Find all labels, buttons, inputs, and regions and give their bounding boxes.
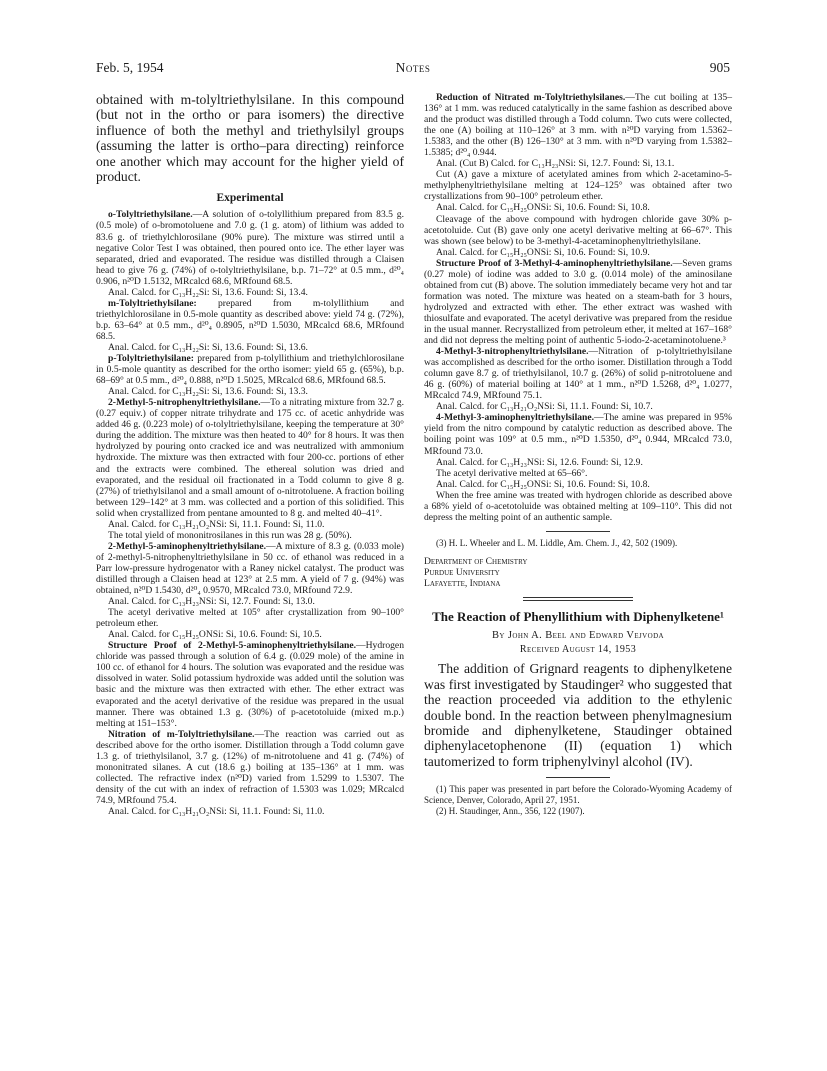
paragraph-text: —A mixture of 8.3 g. (0.033 mole) of 2-methyl-5-nitrophenyltriethylsilane in 50 cc. of ethanol was reduced in a Parr low-pressure hydrogenator with a Raney nickel catalyst. The product was distilled through a Claisen head at 123° at 2.5 mm. A yield of 7 g. (94%) was obtained, n²⁰D 1.5430, d²⁰₄ 0.9570, MRcalcd 73.0, MRfound 72.9. bbox=[96, 540, 404, 597]
analysis-line: Anal. (Cut B) Calcd. for C₁₃H₂₃NSi: Si, 12.7. Found: Si, 13.1. bbox=[436, 158, 675, 170]
analysis-line: Anal. Calcd. for C₁₅H₂₅ONSi: Si, 10.6. Found: Si, 10.9. bbox=[436, 246, 650, 258]
analysis-line: Anal. Calcd. for C₁₃H₂₁O₂NSi: Si, 11.1. Found: Si, 10.7. bbox=[436, 401, 653, 413]
paragraph-title: p-Tolyltriethylsilane: bbox=[108, 353, 194, 365]
affiliation-location: Lafayette, Indiana bbox=[424, 578, 501, 590]
page-header bbox=[96, 60, 730, 78]
paragraph-text: —Seven grams (0.27 mole) of iodine was added to 3.0 g. (0.014 mole) of the aminosilane obtained from cut (B) above. The solution immediately became very hot and tar formation was noted. The mixture was heated on a steam-bath for 3 hours, hydrolyzed and extracted with ether. The ether extract was washed with thiosulfate and evaporated. The acetyl derivative was prepared from the residue in the usual manner. Recrystallized from petroleum ether, it melted at 167–168° and did not depress the melting point of authentic 5-iodo-2-acetaminotoluene.³ bbox=[424, 257, 733, 347]
paragraph-amino bbox=[96, 541, 404, 596]
paragraph-title: m-Tolyltriethylsilane: bbox=[108, 297, 197, 309]
header-date: Feb. 5, 1954 bbox=[96, 60, 164, 75]
paragraph-m-tolyl bbox=[96, 298, 404, 342]
paragraph-text: prepared from m-tolyllithium and triethylchlorosilane in 0.5-mole quantity as described above: yield 74 g. (72%), b.p. 63–64° at 0.5 mm., d²⁰₄ 0.8905, n²⁰D 1.5030, MRcalcd 68.6, MRfound 68.5. bbox=[96, 297, 404, 342]
paragraph-text: —The reaction was carried out as described above for the ortho isomer. Distillation through a Todd column gave 1.3 g. of triethylsilanol, 3.7 g. (12%) of m-nitrotoluene and 41 g. (74%) of mononitrated silanes. A cut (18.6 g.) boiling at 135–136° at 1 mm. was collected. The refractive index (n²⁰D) varied from 1.5299 to 1.5307. The density of the cut with an index of refraction of 1.5303 was 1.029; MRcalcd 74.9, MRfound 75.4. bbox=[96, 728, 404, 806]
paragraph-text: —A solution of o-tolyllithium prepared from 83.5 g. (0.5 mole) of o-bromotoluene and 7.0 g. (1 g. atom) of lithium was added to 83.6 g. of triethylchlorosilane (90% pure). The mixture was stirred until a negative Color Test I was obtained, then poured onto ice. The ether layer was separated, dried and evaporated. The residue was distilled through a Claisen head to give 76 g. (74%) of o-tolyltriethylsilane, b.p. 71–72° at 0.5 mm., d²⁰₄ 0.906, n²⁰D 1.5132, MRcalcd 68.6, MRfound 68.5. bbox=[96, 209, 404, 287]
paragraph-p-tolyl bbox=[96, 353, 404, 386]
acetyl-note: The acetyl derivative melted at 105° after crystallization from 90–100° petroleum ether. bbox=[96, 607, 404, 630]
paragraph-title: Nitration of m-Tolyltriethylsilane. bbox=[108, 728, 255, 740]
paragraph-nitro bbox=[96, 397, 404, 519]
header-section: Notes bbox=[395, 60, 431, 75]
analysis-line: Anal. Calcd. for C₁₃H₂₂Si: Si, 13.6. Found: Si, 13.4. bbox=[108, 286, 308, 298]
analysis-line: Anal. Calcd. for C₁₃H₂₂Si: Si, 13.6. Found: Si, 13.3. bbox=[108, 386, 308, 398]
paragraph-title: Structure Proof of 2-Methyl-5-aminophenyltriethylsilane. bbox=[108, 640, 357, 652]
yield-note: The total yield of mononitrosilanes in this run was 28 g. (50%). bbox=[108, 529, 352, 541]
paragraph-title: Reduction of Nitrated m-Tolyltriethylsilanes. bbox=[436, 92, 626, 103]
paragraph-text: —Hydrogen chloride was passed through a solution of 6.4 g. (0.029 mole) of the amine in 100 cc. of ethanol for 4 hours. The solution was evaporated and the residue was dissolved in water. Solid potassium hydroxide was added until the solution was basic and the mixture was then extracted with ether. The ether extract was evaporated and the acetyl derivative of the residue was prepared in the usual manner. There was obtained 1.3 g. (30%) of p-acetotoluide (mixed m.p.) melting at 151–153°. bbox=[96, 640, 404, 729]
paragraph-structure-proof-2 bbox=[424, 258, 732, 346]
paragraph-text: —The cut boiling at 135–136° at 1 mm. was reduced catalytically in the same fashion as described above and the product was distilled through a Todd column. Two cuts were collected, the one (A) boiling at 110–126° at 3 mm. with n²⁰D varying from 1.5362–1.5383, and the other (B) 126–130° at 3 mm. with n²⁰D varying from 1.5382–1.5385; d²⁰₄ 0.944. bbox=[424, 92, 733, 159]
right-column bbox=[424, 92, 732, 817]
paragraph-4-methyl-amino bbox=[424, 412, 732, 456]
paragraph-title: Structure Proof of 3-Methyl-4-aminophenyltriethylsilane. bbox=[436, 257, 673, 269]
paragraph-reduction bbox=[424, 92, 732, 158]
paragraph-title: 4-Methyl-3-nitrophenyltriethylsilane. bbox=[436, 346, 589, 358]
analysis-line: Anal. Calcd. for C₁₃H₂₂Si: Si, 13.6. Found: Si, 13.6. bbox=[108, 342, 308, 353]
header-page-number: 905 bbox=[709, 60, 730, 75]
affiliation-university: Purdue University bbox=[424, 567, 500, 579]
article-separator bbox=[523, 597, 633, 601]
footnote-3: (3) H. L. Wheeler and L. M. Liddle, Am. Chem. J., 42, 502 (1909). bbox=[436, 537, 678, 548]
footnote-1: (1) This paper was presented in part before the Colorado-Wyoming Academy of Science, Denver, Colorado, April 27, 1951. bbox=[424, 784, 732, 806]
paragraph-cut-a: Cut (A) gave a mixture of acetylated amines from which 2-acetamino-5-methylphenyltriethylsilane melting at 124–125° was obtained after two crystallizations from 90–100° petroleum ether. bbox=[424, 169, 732, 203]
analysis-line: Anal. Calcd. for C₁₅H₂₅ONSi: Si, 10.6. Found: Si, 10.5. bbox=[108, 629, 322, 641]
article-authors: By John A. Beel and Edward Vejvoda bbox=[492, 630, 664, 642]
analysis-line: Anal. Calcd. for C₁₅H₂₅ONSi: Si, 10.6. Found: Si, 10.8. bbox=[436, 202, 650, 214]
paragraph-structure-proof bbox=[96, 640, 404, 728]
analysis-line: Anal. Calcd. for C₁₃H₂₃NSi: Si, 12.7. Found: Si, 13.0. bbox=[108, 596, 315, 608]
paragraph-text: —Nitration of p-tolyltriethylsilane was accomplished as described for the ortho isomer. Distillation through a Todd column gave 8.7 g. of triethylsilanol, 10.7 g. (26%) of solid p-nitrotoluene and 46 g. (60%) of material boiling at 140° at 1 mm., n²⁰D 1.5268, d²⁰₄ 1.0277, MRcalcd 74.9, MRfound 75.1. bbox=[424, 346, 732, 402]
left-column bbox=[96, 92, 404, 817]
paragraph-title: 2-Methyl-5-nitrophenyltriethylsilane. bbox=[108, 397, 261, 409]
article-title: The Reaction of Phenyllithium with Diphenylketene¹ bbox=[432, 609, 724, 625]
footnote-rule bbox=[546, 531, 610, 532]
paragraph-4-methyl-nitro bbox=[424, 346, 732, 401]
paragraph-cleavage: Cleavage of the above compound with hydrogen chloride gave 30% p-acetotoluide. Cut (B) gave only one acetyl derivative melting at 66–67°. This was shown (see below) to be 3-methyl-4-acetaminophenyltriethylsilane. bbox=[424, 213, 732, 247]
article-received-date: Received August 14, 1953 bbox=[519, 644, 637, 656]
analysis-line: Anal. Calcd. for C₁₅H₂₅ONSi: Si, 10.6. Found: Si, 10.8. bbox=[436, 478, 650, 490]
footnote-rule bbox=[546, 777, 610, 778]
paragraph-text: prepared from p-tolyllithium and triethylchlorosilane in 0.5-mole quantity as described for the ortho isomer: yield 65 g. (65%), b.p. 68–69° at 0.5 mm., d²⁰₄ 0.888, n²⁰D 1.5025, MRcalcd 68.6, MRfound 68.5. bbox=[96, 353, 404, 387]
acetyl-note: The acetyl derivative melted at 65–66°. bbox=[436, 467, 588, 479]
intro-continuation: obtained with m-tolyltriethylsilane. In this compound (but not in the ortho or para isomers) the directive influence of both the methyl and triethylsilyl groups (assuming the latter is ortho–para directing) reinforce one another which may account for the higher yield of product. bbox=[96, 92, 404, 185]
experimental-heading: Experimental bbox=[216, 192, 284, 205]
analysis-line: Anal. Calcd. for C₁₃H₂₃NSi: Si, 12.6. Found: Si, 12.9. bbox=[436, 456, 643, 468]
analysis-line: Anal. Calcd. for C₁₃H₂₁O₂NSi: Si, 11.1. Found: Si, 11.0. bbox=[108, 518, 325, 530]
paragraph-text: —The amine was prepared in 95% yield from the nitro compound by catalytic reduction as described above. The boiling point was 109° at 0.5 mm., n²⁰D 1.5350, d²⁰₄ 0.944, MRcalcd 73.0, MRfound 73.0. bbox=[424, 412, 732, 457]
analysis-line: Anal. Calcd. for C₁₃H₂₁O₂NSi: Si, 11.1. Found: Si, 11.0. bbox=[108, 805, 325, 817]
paragraph-text: —To a nitrating mixture from 32.7 g. (0.27 equiv.) of copper nitrate trihydrate and 175 cc. of acetic anhydride was added 46 g. (0.223 mole) of o-tolyltriethylsilane, keeping the temperature at 30° during the addition. The mixture was then heated to 40° for 8 hours. It was then hydrolyzed by pouring onto cracked ice and was neutralized with ammonium hydroxide. The mixture was then extracted with four 200-cc. portions of ether and the extracts were combined. The ethereal solution was dried and evaporated, and the residual oil fractionated in a Todd column to give 8 g. (27%) of triethylsilanol and a small amount of o-nitrotoluene. A fraction boiling between 129–142° at 3 mm. was collected and a portion of this solidified. This solid when crystallized from pentane amounted to 8 g. and melted 40–41°. bbox=[96, 397, 404, 519]
paragraph-title: o-Tolyltriethylsilane. bbox=[108, 209, 193, 221]
paragraph-title: 4-Methyl-3-aminophenyltriethylsilane. bbox=[436, 412, 595, 424]
article-body: The addition of Grignard reagents to diphenylketene was first investigated by Staudinger² who suggested that the reaction proceeded via addition to the ethylenic double bond. In the reaction between phenylmagnesium bromide and diphenylketene, Staudinger obtained diphenylacetophenone (II) (equation 1) which tautomerized to form triphenylvinyl alcohol (IV). bbox=[424, 661, 732, 769]
paragraph-free-amine: When the free amine was treated with hydrogen chloride as described above a 68% yield of o-acetotoluide was obtained melting at 109–110°. This did not depress the melting point of an authentic sample. bbox=[424, 489, 732, 523]
paragraph-title: 2-Methyl-5-aminophenyltriethylsilane. bbox=[108, 540, 267, 552]
footnote-2: (2) H. Staudinger, Ann., 356, 122 (1907). bbox=[436, 806, 585, 817]
affiliation-department: Department of Chemistry bbox=[424, 555, 528, 567]
paragraph-o-tolyl bbox=[96, 209, 404, 286]
paragraph-nitration bbox=[96, 729, 404, 806]
